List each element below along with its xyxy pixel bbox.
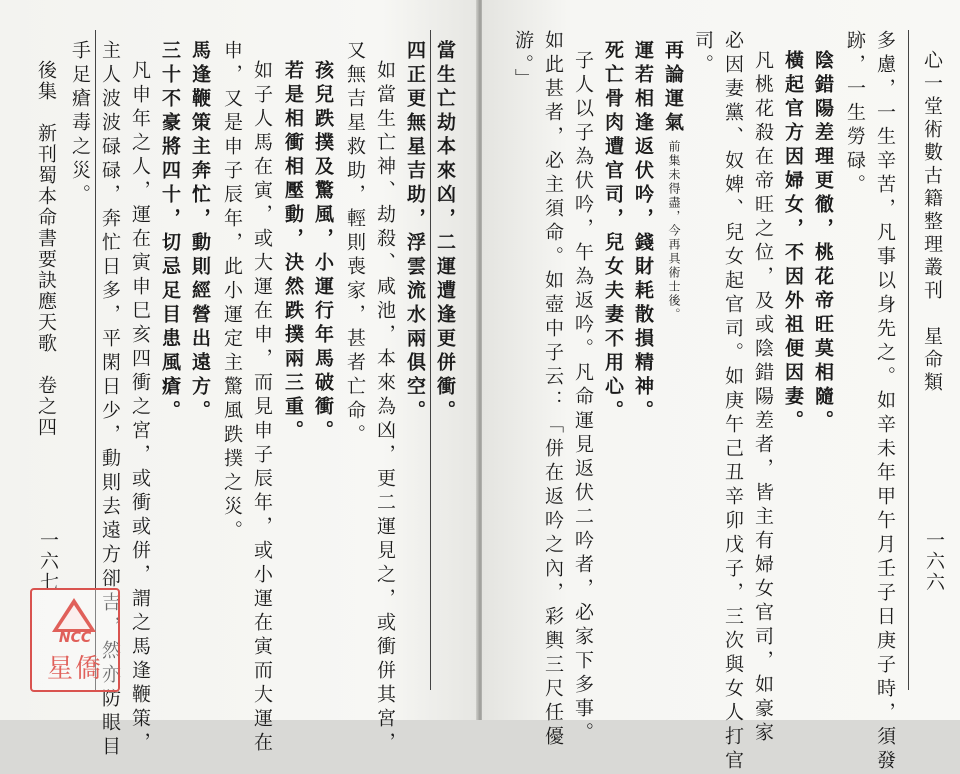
commentary-line: 又無吉星救助，輕則喪家，甚者亡命。 [344,40,366,448]
column-rule [430,30,431,690]
commentary-line: 跡，一生勞碌。 [844,30,866,198]
verse-line: 孩兒跌撲及驚風，小運行年馬破衝。 [312,60,334,444]
column-rule [908,30,909,690]
commentary-line: 如子人馬在寅，或大運在申，而見申子辰年，或小運在寅而大運在 [251,60,273,756]
watermark-seal [30,588,120,692]
verse-line: 三十不豪將四十，切忌足目患風瘡。 [159,40,181,424]
commentary-line: 司。 [692,30,714,78]
verse-line: 運若相逢返伏吟，錢財耗散損精神。 [632,40,654,424]
verse-line: 若是相衝相壓動，決然跌撲兩三重。 [282,60,304,444]
commentary-line: 凡桃花殺在帝旺之位，及或陰錯陽差者，皆主有婦女官司，如豪家 [752,50,774,746]
section-heading: 再論運氣 [662,40,684,136]
commentary-line: 手足瘡毒之災。 [69,40,91,208]
commentary-line: 凡申年之人，運在寅申巳亥四衝之宮，或衝或併，謂之馬逢鞭策， [129,60,151,756]
triangle-icon [52,598,96,632]
commentary-line: 必因妻黨、奴婢、兒女起官司。如庚午己丑辛卯戊子，三次與女人打官 [722,30,744,774]
commentary-line: 多慮，一生辛苦，凡事以身先之。如辛未年甲午月壬子日庚子時，須發 [874,30,896,774]
right-page [482,0,960,774]
verse-line: 陰錯陽差理更徹，桃花帝旺莫相隨。 [812,50,834,434]
commentary-line: 申，又是申子辰年，此小運定主驚風跌撲之災。 [221,40,243,544]
commentary-line: 子人以子為伏吟，午為返吟。凡命運見返伏二吟者，必家下多事。 [572,50,594,746]
verse-line: 四正更無星吉助，浮雲流水兩俱空。 [404,40,426,424]
verse-line: 死亡骨肉遭官司，兒女夫妻不用心。 [602,40,624,424]
left-page [0,0,478,760]
commentary-line: 如此甚者，必主須命。如壺中子云：「併在返吟之內，彩輿三尺任優 [542,30,564,750]
commentary-line: 主人波波碌碌，奔忙日多，平閑日少，動則去遠方卻吉，然亦防眼目 [99,40,121,760]
footer-title: 後集 新刊蜀本命書要訣應天歌 卷之四 [35,60,57,438]
verse-line: 馬逢鞭策主奔忙，動則經營出遠方。 [189,40,211,424]
commentary-line: 如當生亡神、劫殺、咸池，本來為凶，更二運見之，或衝併其宮， [374,60,396,756]
verse-line: 當生亡劫本來凶，二運遭逢更併衝。 [434,40,456,424]
commentary-line: 游。」 [512,30,534,93]
header-title: 心一堂術數古籍整理叢刊 星命類 [921,50,943,395]
verse-line: 橫起官方因婦女，不因外祖便因妻。 [782,50,804,434]
watermark-name: 星僑 [46,654,103,684]
page-number: 一六六 [923,530,945,593]
page-number: 一六七 [37,530,59,593]
heading-note: 前集未得盡，今再具術士後。 [667,140,681,322]
watermark-latin: NCC [58,630,92,646]
